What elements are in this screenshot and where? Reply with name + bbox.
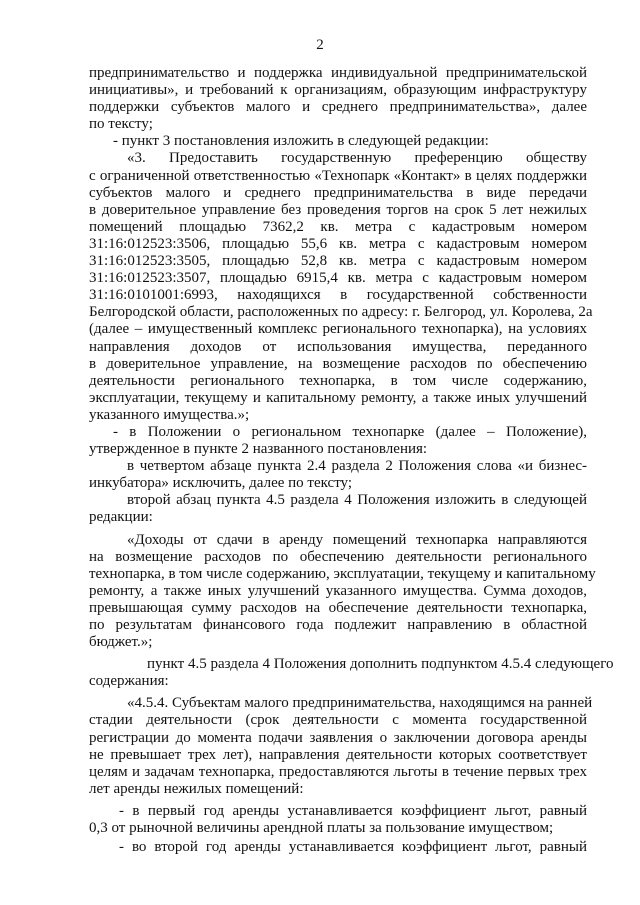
text-line: направления доходов от использования имущества, переданного xyxy=(89,338,587,355)
text-line: - во второй год аренды устанавливается коэффициент льгот, равный xyxy=(119,839,587,856)
text-line: по результатам финансового года подлежит направлению в областной xyxy=(89,617,587,633)
text-line: в доверительное управление, на возмещение расходов по обеспечению xyxy=(89,355,587,372)
text-line: регистрации до момента подачи заявления о заключении договора аренды xyxy=(89,729,587,746)
text-line: предпринимательство и поддержка индивидуальной предпринимательской xyxy=(89,65,587,81)
text-line: в доверительное управление без проведения торгов на срок 5 лет нежилых xyxy=(89,201,587,218)
text-line: технопарка, в том числе содержанию, эксплуатации, текущему и капитальному xyxy=(89,565,596,582)
text-line: утвержденное в пункте 2 названного постановления: xyxy=(89,441,428,458)
text-line: в четвертом абзаце пункта 2.4 раздела 2 Положения слова «и бизнес- xyxy=(127,458,587,475)
text-line: инициативы», и требований к организациям, образующим инфраструктуру xyxy=(89,82,587,99)
document-body xyxy=(89,65,614,856)
text-line: «Доходы от сдачи в аренду помещений технопарка направляются xyxy=(127,531,587,548)
text-line: 31:16:012523:3507, площадью 6915,4 кв. метра с кадастровым номером xyxy=(89,270,587,287)
page-number: 2 xyxy=(316,37,324,53)
text-line: по тексту; xyxy=(89,116,153,133)
text-line: бюджет.»; xyxy=(89,634,153,651)
text-line: 31:16:0101001:6993, находящихся в государственной собственности xyxy=(89,287,587,304)
text-line: помещений площадью 7362,2 кв. метра с кадастровым номером xyxy=(89,218,587,235)
text-line: ремонту, а также иных улучшений указанного имущества. Сумма доходов, xyxy=(89,582,587,599)
text-line: «4.5.4. Субъектам малого предпринимательства, находящимся на ранней xyxy=(127,695,593,712)
text-line: эксплуатации, текущему и капитальному ремонту, а также иных улучшений xyxy=(89,389,587,406)
text-line: указанного имущества.»; xyxy=(89,406,250,423)
text-line: стадии деятельности (срок деятельности с момента государственной xyxy=(89,712,587,729)
text-line: 0,3 от рыночной величины арендной платы за пользование имуществом; xyxy=(89,820,554,837)
text-line: 31:16:012523:3506, площадью 55,6 кв. метра с кадастровым номером xyxy=(89,235,587,252)
text-line: лет аренды нежилых помещений: xyxy=(89,780,304,797)
text-line: пункт 4.5 раздела 4 Положения дополнить подпунктом 4.5.4 следующего xyxy=(147,656,614,673)
text-line: содержания: xyxy=(89,673,169,690)
text-line: - в Положении о региональном технопарке (далее – Положение), xyxy=(113,423,587,440)
text-line: на возмещение расходов по обеспечению деятельности регионального xyxy=(89,548,587,565)
text-line: 31:16:012523:3505, площадью 52,8 кв. метра с кадастровым номером xyxy=(89,253,587,270)
text-line: «3. Предоставить государственную преференцию обществу xyxy=(127,150,587,167)
text-line: редакции: xyxy=(89,509,153,526)
text-line: - в первый год аренды устанавливается коэффициент льгот, равный xyxy=(119,802,587,819)
text-line: целям и задачам технопарка, предоставляются льготы в течение первых трех xyxy=(89,763,587,780)
text-line: субъектов малого и среднего предпринимательства в виде передачи xyxy=(89,184,587,201)
text-line: деятельности регионального технопарка, в том числе содержанию, xyxy=(89,372,587,389)
text-line: превышающая сумму расходов на обеспечение деятельности технопарка, xyxy=(89,599,587,616)
text-line: Белгородской области, расположенных по адресу: г. Белгород, ул. Королева, 2а xyxy=(89,304,593,321)
text-line: инкубатора» исключить, далее по тексту; xyxy=(89,475,353,492)
text-line: поддержки субъектов малого и среднего предпринимательства», далее xyxy=(89,99,587,116)
text-line: не превышает трех лет), направления деятельности которых соответствует xyxy=(89,746,587,763)
text-line: второй абзац пункта 4.5 раздела 4 Положения изложить в следующей xyxy=(127,492,587,509)
text-line: (далее – имущественный комплекс регионального технопарка), на условиях xyxy=(89,321,587,338)
text-line: - пункт 3 постановления изложить в следующей редакции: xyxy=(113,133,489,150)
text-line: с ограниченной ответственностью «Технопарк «Контакт» в целях поддержки xyxy=(89,167,587,184)
